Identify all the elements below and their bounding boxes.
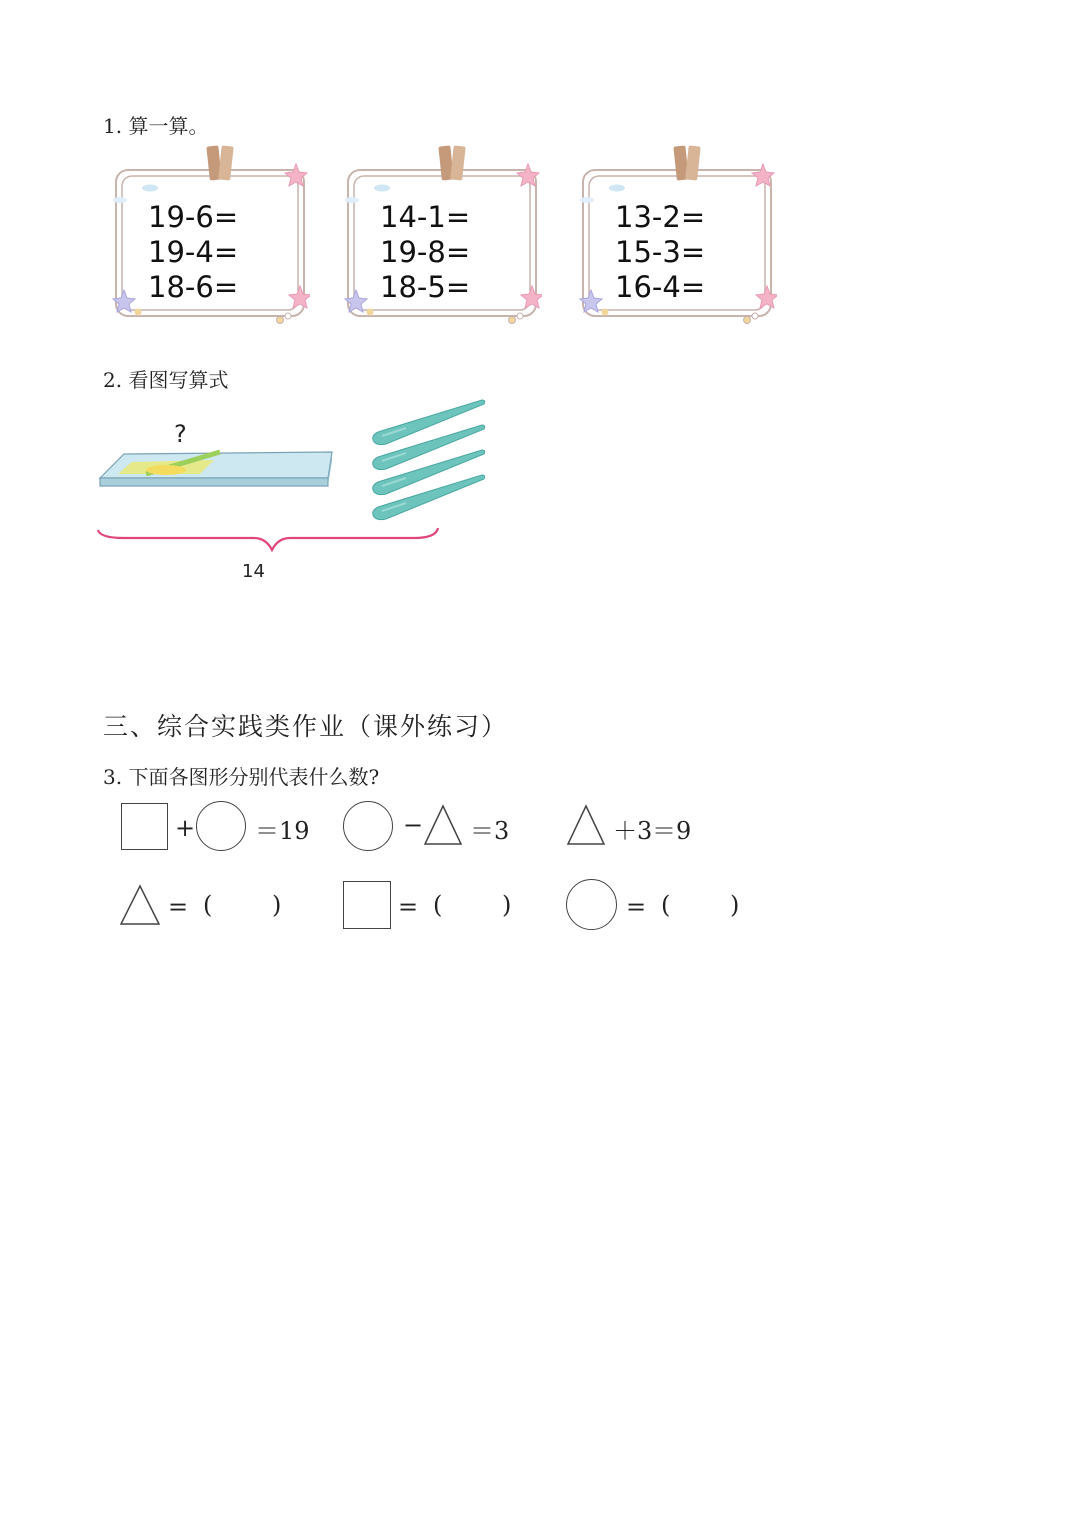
equation: 19-4= [148, 235, 239, 269]
equation: 19-6= [148, 200, 239, 234]
question-1-title: 1. 算一算。 [103, 114, 209, 138]
equation: 18-5= [380, 270, 471, 304]
equation-card [110, 144, 310, 322]
pens-illustration [366, 396, 490, 528]
equation: 18-6= [148, 270, 239, 304]
equation: 15-3= [615, 235, 706, 269]
result-9: ＝9 [652, 817, 692, 845]
result-19: ＝19 [255, 817, 310, 845]
minus-sign: − [403, 811, 424, 839]
answer-blank-square[interactable] [446, 892, 502, 920]
close-paren: ) [502, 891, 512, 919]
triangle-shape [119, 884, 161, 926]
brace [94, 524, 444, 556]
question-mark: ? [174, 420, 187, 448]
open-paren: ( [433, 891, 443, 919]
triangle-shape [423, 804, 463, 846]
equation-card [342, 144, 542, 322]
total-label: 14 [242, 561, 265, 582]
result-3: ＝3 [470, 817, 510, 845]
question-2-title: 2. 看图写算式 [103, 368, 229, 392]
answer-blank-circle[interactable] [674, 892, 730, 920]
open-paren: ( [203, 891, 213, 919]
close-paren: ) [730, 891, 740, 919]
book-illustration [96, 444, 336, 492]
question-3-title: 3. 下面各图形分别代表什么数? [103, 765, 380, 789]
equation-card [577, 144, 777, 322]
triangle-shape [566, 804, 606, 846]
answer-blank-triangle[interactable] [216, 892, 272, 920]
pen [373, 400, 485, 445]
plus-3: ＋3 [613, 817, 653, 845]
plus-sign: + [175, 814, 196, 842]
square-shape [343, 881, 391, 929]
circle-shape [343, 801, 393, 851]
equation: 19-8= [380, 235, 471, 269]
equation-list [148, 200, 238, 305]
equation: 14-1= [380, 200, 471, 234]
equals-sign: = [398, 893, 419, 921]
circle-shape [196, 801, 246, 851]
close-paren: ) [272, 891, 282, 919]
open-paren: ( [661, 891, 671, 919]
equation-list [380, 200, 470, 305]
equation-list [615, 200, 705, 305]
square-shape [121, 803, 168, 850]
equation: 16-4= [615, 270, 706, 304]
equation: 13-2= [615, 200, 706, 234]
equals-sign: = [168, 893, 189, 921]
circle-shape [566, 879, 617, 930]
section-3-title: 三、综合实践类作业（课外练习） [103, 712, 509, 741]
equals-sign: = [626, 893, 647, 921]
